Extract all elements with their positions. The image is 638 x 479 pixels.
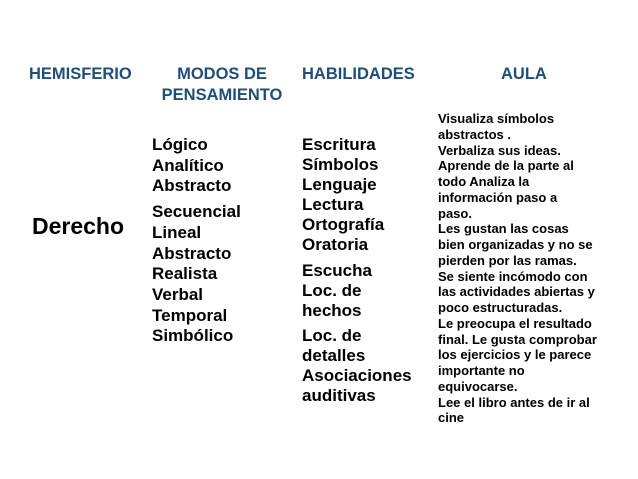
aula-line: todo Analiza la [438, 174, 530, 189]
aula-line: información paso a [438, 189, 558, 205]
modo-item: Abstracto [152, 243, 232, 263]
aula-line: Le preocupa el resultado [438, 315, 592, 331]
aula-line: los ejercicios y le parece [438, 347, 592, 363]
aula-line: Verbaliza sus ideas. [438, 142, 561, 158]
habilidad-item: Escucha [302, 260, 372, 280]
aula-line: Lee el libro antes de ir al [438, 394, 590, 410]
habilidad-item: Símbolos [302, 155, 379, 175]
aula-line: final. Le gusta comprobar [438, 331, 597, 347]
aula-line: cine [438, 410, 465, 426]
aula-line: Se siente incómodo con [438, 268, 588, 284]
modos-list [152, 135, 241, 347]
modo-item: Secuencial [152, 202, 241, 222]
aula-text [438, 111, 597, 426]
aula-line: Visualiza símbolos [438, 111, 555, 126]
aula-line: paso. [438, 205, 472, 221]
modo-item: Simbólico [152, 326, 234, 346]
habilidad-item: detalles [302, 345, 366, 365]
aula-line: importante no [438, 363, 525, 378]
habilidad-item: Lectura [302, 195, 364, 215]
hemisferio-value: Derecho [32, 213, 125, 239]
habilidad-item: Escritura [302, 135, 376, 154]
habilidad-item: Lenguaje [302, 175, 377, 195]
habilidades-list [302, 135, 412, 406]
header-modos-de-pensamiento [157, 64, 287, 106]
header-modos-line2: PENSAMIENTO [161, 86, 283, 104]
habilidad-item: Loc. de [302, 280, 362, 300]
habilidad-item: auditivas [302, 386, 376, 406]
modo-item: Realista [152, 264, 218, 284]
modo-item: Lógico [152, 135, 208, 154]
habilidad-item: Loc. de [302, 325, 362, 345]
habilidad-item: Asociaciones [302, 366, 412, 386]
aula-line: las actividades abiertas y [438, 284, 595, 300]
modo-item: Abstracto [152, 176, 232, 196]
aula-line: abstractos . [438, 126, 511, 142]
modo-item: Analítico [152, 155, 224, 175]
header-modos-line1: MODOS DE [177, 65, 267, 83]
aula-line: pierden por las ramas. [438, 252, 577, 268]
header-habilidades: HABILIDADES [302, 65, 415, 83]
modo-item: Temporal [152, 305, 228, 325]
header-hemisferio: HEMISFERIO [29, 65, 132, 83]
habilidad-item: Oratoria [302, 235, 369, 255]
aula-line: poco estructuradas. [438, 300, 563, 315]
habilidad-item: Ortografía [302, 215, 385, 235]
aula-line: equivocarse. [438, 378, 518, 394]
habilidad-item: hechos [302, 300, 362, 320]
modo-item: Verbal [152, 284, 204, 304]
aula-line: Aprende de la parte al [438, 158, 574, 174]
header-aula: AULA [501, 65, 547, 83]
aula-line: Les gustan las cosas [438, 221, 569, 237]
aula-line: bien organizadas y no se [438, 237, 593, 252]
modo-item: Lineal [152, 222, 202, 242]
